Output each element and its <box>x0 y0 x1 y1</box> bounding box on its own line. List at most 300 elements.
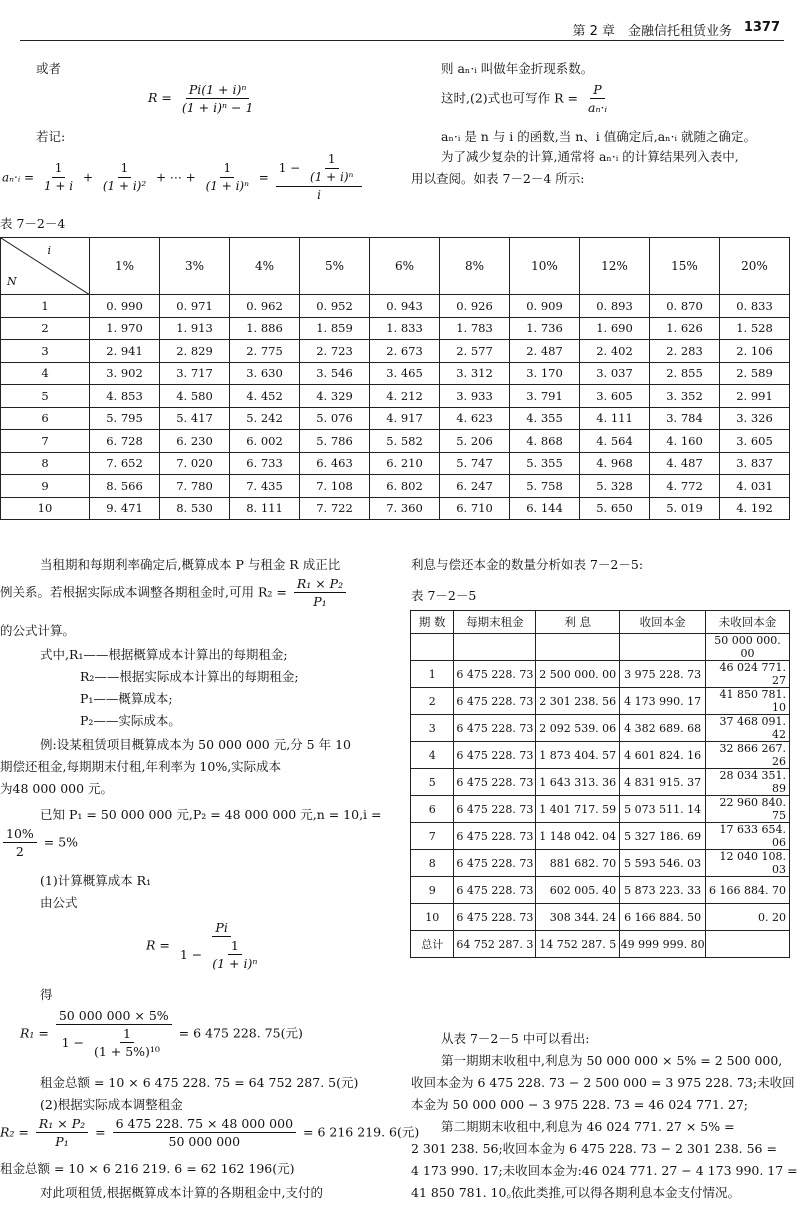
row-period: 6 <box>411 796 454 823</box>
column-header: 1% <box>90 238 160 295</box>
table-cell: 1 643 313. 36 <box>536 769 620 796</box>
fraction <box>179 82 257 115</box>
table-cell: 17 633 654. 06 <box>706 823 790 850</box>
table-row <box>411 661 790 688</box>
table-cell: 3. 791 <box>510 385 580 408</box>
table-header-row <box>1 238 790 295</box>
equals-sign: = <box>258 170 269 185</box>
page-number: 1377 <box>743 20 780 35</box>
text: 这时,(2)式也可写作 R = <box>441 90 579 106</box>
table-cell: 5 327 186. 69 <box>620 823 706 850</box>
table-cell: 0. 962 <box>230 295 300 318</box>
table-row <box>411 850 790 877</box>
table-cell: 5. 758 <box>510 475 580 498</box>
example-line2: 期偿还租金,每期期末付租,年利率为 10%,实际成本 <box>0 759 282 774</box>
table-cell: 4. 968 <box>580 452 650 475</box>
denominator <box>59 1025 169 1059</box>
column-header: 每期末租金 <box>454 611 536 634</box>
column-header: 收回本金 <box>620 611 706 634</box>
table-cell: 12 040 108. 03 <box>706 850 790 877</box>
formula-R2-calc <box>0 1116 419 1149</box>
formula-lhs: aₙ·ᵢ = <box>2 170 35 185</box>
text-ruoji: 若记: <box>36 129 66 144</box>
row-period: 1 <box>1 295 90 318</box>
table-cell: 3. 605 <box>580 385 650 408</box>
formula-lhs: R₁ = <box>20 1025 49 1041</box>
total-rent-2: 租金总额 = 10 × 6 216 219. 6 = 62 162 196(元) <box>0 1161 295 1176</box>
formula-R1-calc <box>20 1008 303 1059</box>
row-period: 2 <box>1 317 90 340</box>
table-cell: 6. 728 <box>90 430 160 453</box>
table-cell: 2. 283 <box>650 340 720 363</box>
table-cell: 5 873 223. 33 <box>620 877 706 904</box>
after-line2: 第一期期末收租中,利息为 50 000 000 × 5% = 2 500 000, <box>441 1053 783 1068</box>
table-cell: 2. 829 <box>160 340 230 363</box>
text-de: 得 <box>40 987 53 1002</box>
table-cell: 1. 736 <box>510 317 580 340</box>
numerator <box>276 152 363 187</box>
table-cell: 2. 487 <box>510 340 580 363</box>
table-cell: 3. 933 <box>440 385 510 408</box>
annuity-factor-table <box>0 237 790 520</box>
table-cell: 4 382 689. 68 <box>620 715 706 742</box>
table-cell: 3. 546 <box>300 362 370 385</box>
inner-fraction <box>91 1026 163 1059</box>
diagonal-line <box>1 238 90 295</box>
fraction <box>294 576 346 609</box>
table-row <box>1 452 790 475</box>
numerator: 10% <box>3 826 37 843</box>
amortization-table <box>410 610 790 958</box>
text-huozhe: 或者 <box>36 61 62 76</box>
column-header: 5% <box>300 238 370 295</box>
table-cell: 9. 471 <box>90 497 160 520</box>
corner-n: N <box>7 275 17 288</box>
column-header: 12% <box>580 238 650 295</box>
table-cell: 5. 582 <box>370 430 440 453</box>
one-minus: 1 − <box>278 161 301 175</box>
table-cell <box>411 634 454 661</box>
table-cell: 3 975 228. 73 <box>620 661 706 688</box>
table-cell: 0. 926 <box>440 295 510 318</box>
table-row <box>411 904 790 931</box>
table-cell: 6. 210 <box>370 452 440 475</box>
denominator: P₁ <box>55 1134 69 1149</box>
table-cell: 1. 690 <box>580 317 650 340</box>
table-cell: 5. 019 <box>650 497 720 520</box>
table-cell: 5. 747 <box>440 452 510 475</box>
table-cell: 4 173 990. 17 <box>620 688 706 715</box>
table-cell: 49 999 999. 80 <box>620 931 706 958</box>
one-minus: 1 − <box>61 1035 84 1050</box>
numerator: 1 <box>228 938 242 955</box>
table-row <box>1 362 790 385</box>
table-row <box>411 715 790 742</box>
equals-sign: = <box>95 1124 106 1140</box>
text-line3: aₙ·ᵢ 是 n 与 i 的函数,当 n、i 值确定后,aₙ·ᵢ 就随之确定。 <box>441 129 757 144</box>
ellipsis: + ⋯ + <box>156 170 196 185</box>
row-period: 3 <box>1 340 90 363</box>
step1-sub: 由公式 <box>40 895 78 910</box>
table-cell: 64 752 287. 3 <box>454 931 536 958</box>
table-cell: 6 475 228. 73 <box>454 904 536 931</box>
table-cell: 0. 870 <box>650 295 720 318</box>
table-cell: 6. 733 <box>230 452 300 475</box>
table-cell: 5. 650 <box>580 497 650 520</box>
table-cell: 0. 909 <box>510 295 580 318</box>
definition-P1: P₁——概算成本; <box>80 691 173 706</box>
formula-R-annuity <box>146 920 269 971</box>
table-cell: 6. 230 <box>160 430 230 453</box>
column-header: 10% <box>510 238 580 295</box>
denominator: (1 + i)² <box>102 179 147 193</box>
table-cell: 7. 360 <box>370 497 440 520</box>
numerator: 1 <box>120 1026 134 1043</box>
formula-lhs: R₂ = <box>0 1124 29 1140</box>
table-cell: 5. 076 <box>300 407 370 430</box>
table-cell: 4. 917 <box>370 407 440 430</box>
numerator: 1 <box>220 161 234 178</box>
text: 例关系。若根据实际成本调整各期租金时,可用 R₂ = <box>0 584 287 600</box>
denominator: 2 <box>15 844 24 859</box>
denominator: (1 + i)ⁿ <box>205 179 249 193</box>
denominator: (1 + i)ⁿ <box>310 170 354 184</box>
column-header: 6% <box>370 238 440 295</box>
text-annuity-factor-def: 则 aₙ·ᵢ 叫做年金折现系数。 <box>441 61 594 76</box>
denominator: 50 000 000 <box>168 1134 241 1149</box>
row-period: 8 <box>411 850 454 877</box>
numerator: 1 <box>52 161 66 178</box>
row-period: 1 <box>411 661 454 688</box>
text-p1: 当租期和每期利率确定后,概算成本 P 与租金 R 成正比 <box>40 557 341 572</box>
table-cell: 4. 452 <box>230 385 300 408</box>
table-cell: 0. 971 <box>160 295 230 318</box>
table-cell: 2. 723 <box>300 340 370 363</box>
table-cell: 0. 943 <box>370 295 440 318</box>
table-cell: 0. 990 <box>90 295 160 318</box>
formula-R <box>148 82 259 115</box>
table-cell: 1 873 404. 57 <box>536 742 620 769</box>
table-row <box>1 407 790 430</box>
row-period: 10 <box>1 497 90 520</box>
table-cell: 3. 312 <box>440 362 510 385</box>
table-row <box>411 688 790 715</box>
text-line4: 为了减少复杂的计算,通常将 aₙ·ᵢ 的计算结果列入表中, <box>441 149 739 164</box>
table-cell: 7. 780 <box>160 475 230 498</box>
compound-fraction <box>177 920 267 971</box>
fraction <box>113 1116 296 1149</box>
table-row <box>1 317 790 340</box>
table-cell: 4. 580 <box>160 385 230 408</box>
table-cell: 7. 020 <box>160 452 230 475</box>
table-cell: 37 468 091. 42 <box>706 715 790 742</box>
result: = 6 475 228. 75(元) <box>178 1025 303 1041</box>
numerator: 1 <box>325 152 339 169</box>
text-p2 <box>0 576 349 609</box>
inner-fraction <box>209 938 260 971</box>
denominator: aₙ·ᵢ <box>588 100 608 115</box>
after-line5: 第二期期末收租中,利息为 46 024 771. 27 × 5% = <box>441 1119 735 1134</box>
table-cell: 4. 487 <box>650 452 720 475</box>
formula-R-short <box>441 82 613 115</box>
table-cell: 4. 329 <box>300 385 370 408</box>
table-cell: 2. 991 <box>720 385 790 408</box>
table-header-row <box>411 611 790 634</box>
table-row <box>1 497 790 520</box>
known-values: 已知 P₁ = 50 000 000 元,P₂ = 48 000 000 元,n = 10,i = <box>40 807 382 822</box>
corner-i: i <box>47 244 51 257</box>
table-cell: 3. 465 <box>370 362 440 385</box>
table-cell: 3. 605 <box>720 430 790 453</box>
denominator: 1 + i <box>43 179 74 193</box>
table-cell: 4. 868 <box>510 430 580 453</box>
table-cell: 4. 853 <box>90 385 160 408</box>
table-cell: 0. 952 <box>300 295 370 318</box>
definition-R2: R₂——根据实际成本计算出的每期租金; <box>80 669 299 684</box>
table-row <box>411 742 790 769</box>
table-cell: 6 475 228. 73 <box>454 877 536 904</box>
table-cell: 5 593 546. 03 <box>620 850 706 877</box>
table-cell: 2. 106 <box>720 340 790 363</box>
table-cell: 7. 722 <box>300 497 370 520</box>
column-header: 3% <box>160 238 230 295</box>
table-cell: 5. 355 <box>510 452 580 475</box>
table-cell: 4. 212 <box>370 385 440 408</box>
table-cell: 2 092 539. 06 <box>536 715 620 742</box>
table-cell: 8. 530 <box>160 497 230 520</box>
table-cell: 1. 970 <box>90 317 160 340</box>
table-cell: 2. 402 <box>580 340 650 363</box>
row-period: 8 <box>1 452 90 475</box>
table-cell: 4. 772 <box>650 475 720 498</box>
denominator: (1 + i)ⁿ <box>212 956 258 971</box>
table-cell: 2. 577 <box>440 340 510 363</box>
table-cell: 41 850 781. 10 <box>706 688 790 715</box>
table-cell: 0. 893 <box>580 295 650 318</box>
table-cell: 4. 111 <box>580 407 650 430</box>
table-cell: 5 073 511. 14 <box>620 796 706 823</box>
fraction <box>100 161 149 194</box>
table-cell: 6. 802 <box>370 475 440 498</box>
step1-title: (1)计算概算成本 R₁ <box>40 873 152 888</box>
fraction <box>585 82 610 115</box>
column-header: 4% <box>230 238 300 295</box>
formula-lhs: R = <box>146 937 170 953</box>
after-line9: 依此类推,可以得各期利息本金支付情况。 <box>511 1185 740 1200</box>
numerator: Pi(1 + i)ⁿ <box>186 82 250 99</box>
row-period: 5 <box>411 769 454 796</box>
table-cell: 881 682. 70 <box>536 850 620 877</box>
table-cell: 1. 528 <box>720 317 790 340</box>
table-cell: 6 475 228. 73 <box>454 688 536 715</box>
table-cell: 1. 626 <box>650 317 720 340</box>
step2-title: (2)根据实际成本调整租金 <box>40 1097 183 1112</box>
table-total-row <box>411 931 790 958</box>
table-row <box>1 430 790 453</box>
fraction <box>203 161 252 194</box>
table-cell: 6. 463 <box>300 452 370 475</box>
table-row <box>1 385 790 408</box>
corner-diagonal <box>1 238 90 295</box>
table-cell: 2. 855 <box>650 362 720 385</box>
table-cell <box>536 634 620 661</box>
after-line1: 从表 7－2－5 中可以看出: <box>441 1031 590 1046</box>
table-cell: 4. 564 <box>580 430 650 453</box>
table-row <box>1 295 790 318</box>
table-cell: 46 024 771. 27 <box>706 661 790 688</box>
table-cell <box>454 634 536 661</box>
table-cell: 1 148 042. 04 <box>536 823 620 850</box>
table-cell: 6. 002 <box>230 430 300 453</box>
formula-lhs: R = <box>148 90 172 105</box>
table-cell <box>706 931 790 958</box>
table-cell: 4 831 915. 37 <box>620 769 706 796</box>
page-header <box>20 6 784 41</box>
table-cell: 0. 833 <box>720 295 790 318</box>
column-header: 未收回本金 <box>706 611 790 634</box>
table-cell: 3. 170 <box>510 362 580 385</box>
table-cell: 4. 160 <box>650 430 720 453</box>
table-cell: 5. 328 <box>580 475 650 498</box>
after-line3: 收回本金为 6 475 228. 73 − 2 500 000 = 3 975 228. 73;未收回 <box>411 1075 795 1090</box>
table-cell: 3. 326 <box>720 407 790 430</box>
table-cell: 5. 206 <box>440 430 510 453</box>
table-cell: 28 034 351. 89 <box>706 769 790 796</box>
table-caption: 表 7－2－5 <box>411 588 477 603</box>
table-cell: 2. 775 <box>230 340 300 363</box>
table-cell: 32 866 267. 26 <box>706 742 790 769</box>
table-cell: 6 475 228. 73 <box>454 823 536 850</box>
table-cell: 6. 144 <box>510 497 580 520</box>
numerator: 6 475 228. 75 × 48 000 000 <box>113 1116 296 1133</box>
table-cell: 4. 031 <box>720 475 790 498</box>
inner-fraction <box>307 152 356 185</box>
denominator: P₁ <box>313 594 327 609</box>
table-cell: 6 475 228. 73 <box>454 715 536 742</box>
table-cell: 8. 566 <box>90 475 160 498</box>
example-line1: 例:设某租赁项目概算成本为 50 000 000 元,分 5 年 10 <box>40 737 351 752</box>
result: = 6 216 219. 6(元) <box>303 1124 420 1140</box>
after-line6: 2 301 238. 56;收回本金为 6 475 228. 73 − 2 301 238. 56 = <box>411 1141 777 1156</box>
after-line4: 本金为 50 000 000 − 3 975 228. 73 = 46 024 771. 27; <box>411 1097 748 1112</box>
table-cell <box>620 634 706 661</box>
row-period: 6 <box>1 407 90 430</box>
table-cell: 6 166 884. 70 <box>706 877 790 904</box>
table-cell: 5. 242 <box>230 407 300 430</box>
column-header: 15% <box>650 238 720 295</box>
table-cell: 602 005. 40 <box>536 877 620 904</box>
chapter-title: 第 2 章 金融信托租赁业务 <box>572 24 732 39</box>
one-minus: 1 − <box>179 947 203 962</box>
column-header: 期 数 <box>411 611 454 634</box>
table-row <box>411 877 790 904</box>
known-rate <box>0 826 78 859</box>
numerator: P <box>590 82 604 99</box>
row-period: 2 <box>411 688 454 715</box>
table-cell: 7. 435 <box>230 475 300 498</box>
table-cell: 4. 623 <box>440 407 510 430</box>
table-cell: 6 475 228. 73 <box>454 796 536 823</box>
fraction <box>41 161 76 194</box>
row-period: 4 <box>411 742 454 769</box>
text-last: 对此项租赁,根据概算成本计算的各期租金中,支付的 <box>40 1185 323 1200</box>
row-period: 10 <box>411 904 454 931</box>
table-cell: 3. 037 <box>580 362 650 385</box>
row-period: 9 <box>1 475 90 498</box>
row-period: 5 <box>1 385 90 408</box>
text-intro: 利息与偿还本金的数量分析如表 7－2－5: <box>411 557 644 572</box>
table-row <box>411 634 790 661</box>
after-line8: 41 850 781. 10。 <box>411 1185 519 1200</box>
total-label: 总计 <box>411 931 454 958</box>
table-cell: 2 500 000. 00 <box>536 661 620 688</box>
table-cell: 1. 833 <box>370 317 440 340</box>
corner-cell <box>1 238 90 295</box>
compound-fraction <box>56 1008 172 1059</box>
table-row <box>411 796 790 823</box>
text-line5: 用以查阅。如表 7－2－4 所示: <box>411 171 585 186</box>
numerator: Pi <box>212 920 230 937</box>
table-cell: 3. 837 <box>720 452 790 475</box>
table-cell: 6 166 884. 50 <box>620 904 706 931</box>
row-period: 4 <box>1 362 90 385</box>
table-cell: 3. 352 <box>650 385 720 408</box>
table-cell: 1 401 717. 59 <box>536 796 620 823</box>
table-cell: 3. 630 <box>230 362 300 385</box>
denominator <box>177 937 267 971</box>
table-cell: 8. 111 <box>230 497 300 520</box>
numerator: R₁ × P₂ <box>36 1116 88 1133</box>
total-rent-1: 租金总额 = 10 × 6 475 228. 75 = 64 752 287. 5(元) <box>40 1075 359 1090</box>
table-cell: 2. 589 <box>720 362 790 385</box>
table-cell: 5. 795 <box>90 407 160 430</box>
denominator: (1 + 5%)¹⁰ <box>93 1044 160 1059</box>
table-cell: 2. 673 <box>370 340 440 363</box>
after-line7: 4 173 990. 17;未收回本金为:46 024 771. 27 − 4 173 990. 17 = <box>411 1163 798 1178</box>
table-caption: 表 7－2－4 <box>0 216 66 231</box>
table-cell: 14 752 287. 5 <box>536 931 620 958</box>
table-row <box>411 823 790 850</box>
plus-sign: + <box>82 170 93 185</box>
fraction <box>3 826 37 859</box>
table-cell: 3. 784 <box>650 407 720 430</box>
table-cell: 3. 902 <box>90 362 160 385</box>
table-cell: 7. 652 <box>90 452 160 475</box>
column-header: 20% <box>720 238 790 295</box>
numerator: 1 <box>118 161 132 178</box>
formula-annuity-factor <box>2 152 365 203</box>
table-cell: 0. 20 <box>706 904 790 931</box>
table-cell: 5. 786 <box>300 430 370 453</box>
denominator: i <box>317 188 321 202</box>
text-p3: 的公式计算。 <box>0 623 76 638</box>
table-cell: 4. 355 <box>510 407 580 430</box>
table-cell: 1. 859 <box>300 317 370 340</box>
table-cell: 6. 247 <box>440 475 510 498</box>
definition-P2: P₂——实际成本。 <box>80 713 181 728</box>
table-cell: 6 475 228. 73 <box>454 742 536 769</box>
row-period: 3 <box>411 715 454 742</box>
table-cell: 50 000 000. 00 <box>706 634 790 661</box>
table-cell: 4 601 824. 16 <box>620 742 706 769</box>
table-cell: 6 475 228. 73 <box>454 769 536 796</box>
table-cell: 1. 886 <box>230 317 300 340</box>
table-row <box>1 475 790 498</box>
column-header: 8% <box>440 238 510 295</box>
table-cell: 2. 941 <box>90 340 160 363</box>
table-cell: 5. 417 <box>160 407 230 430</box>
table-cell: 308 344. 24 <box>536 904 620 931</box>
